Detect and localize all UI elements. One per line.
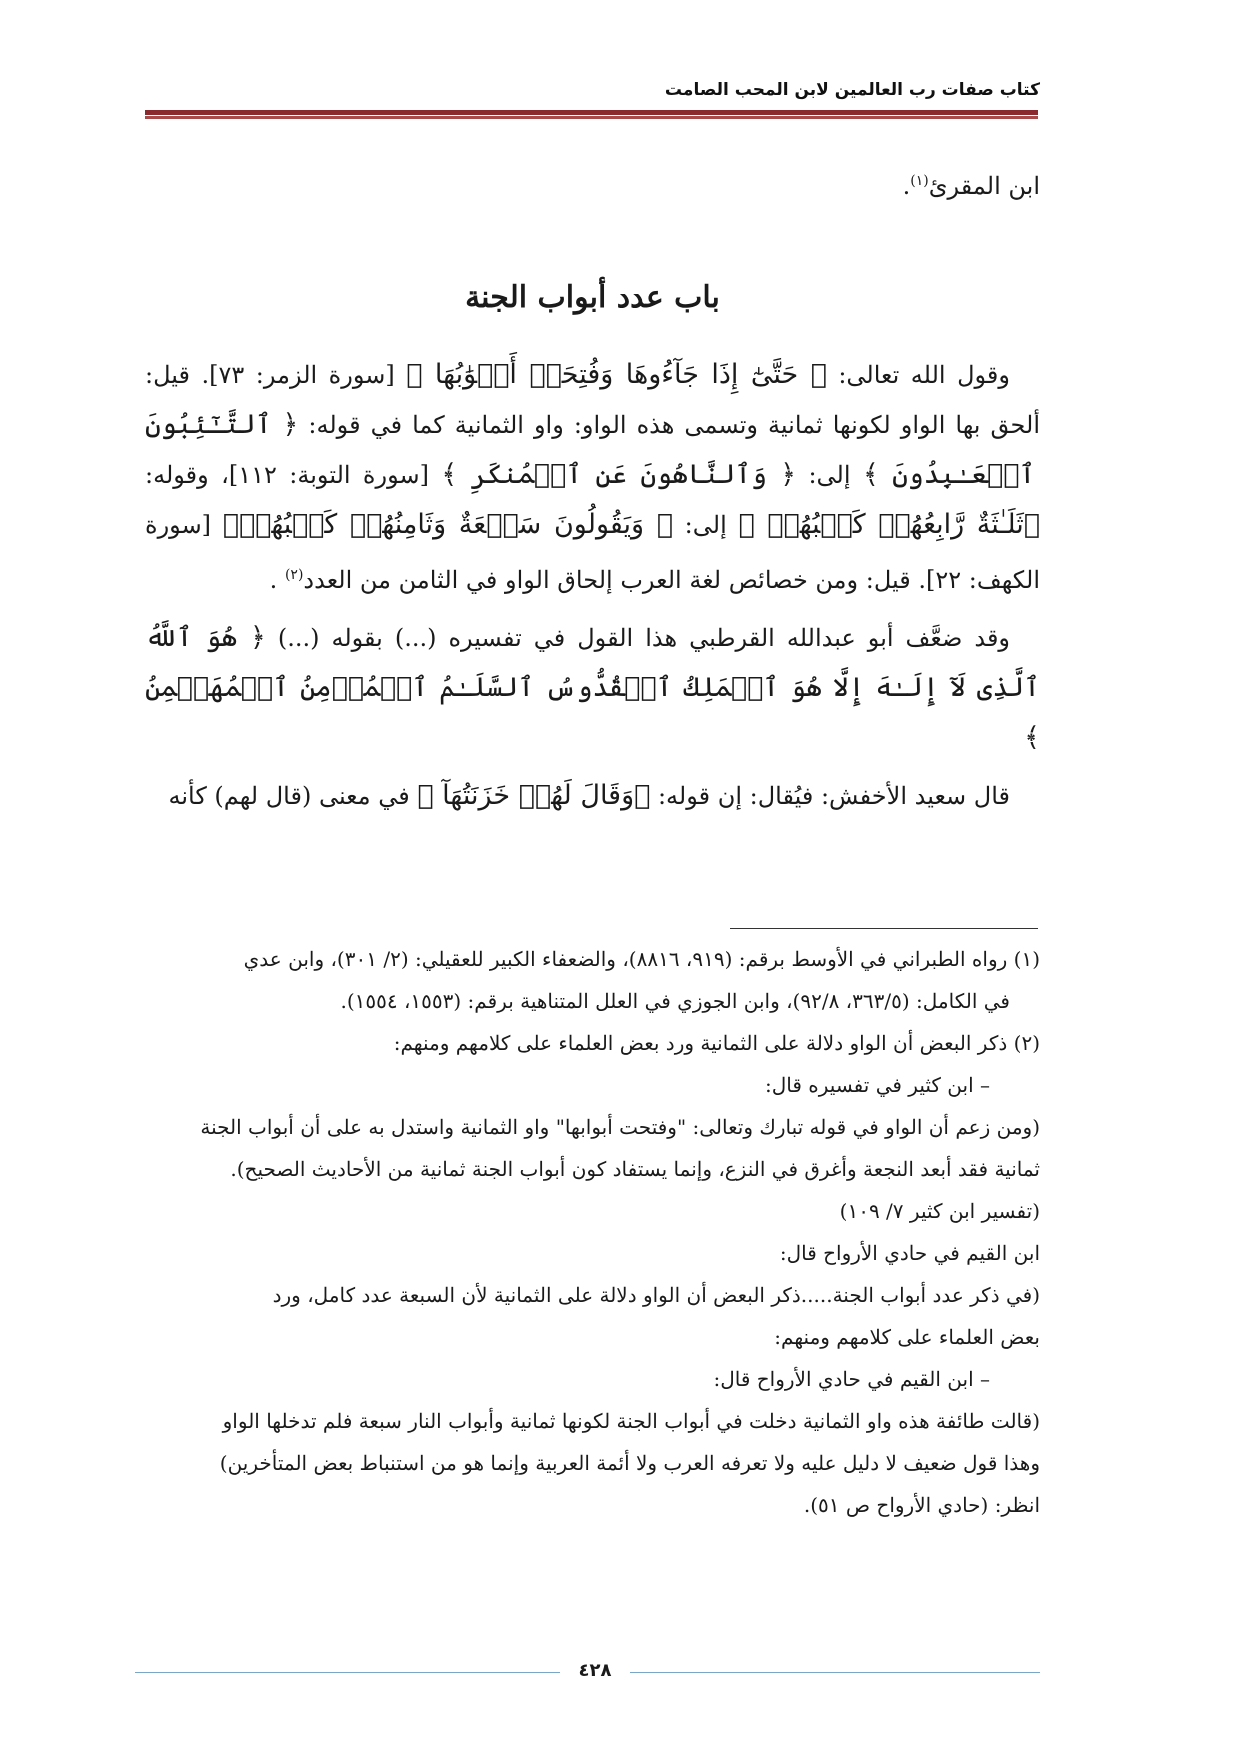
paragraph-3 <box>145 771 1040 821</box>
p1-text-b: [سورة الزمر: ٧٣]. قيل: ألحق بها الواو لكونها ثمانية وتسمى هذه الواو: واو الثمانية كما في قوله: <box>145 361 1040 439</box>
paragraph-1 <box>145 350 1040 605</box>
footnote-line: بعض العلماء على كلامهم ومنهم: <box>774 1325 1040 1349</box>
running-header: كتاب صفات رب العالمين لابن المحب الصامت <box>664 80 1040 100</box>
footnote-line: انظر: (حادي الأرواح ص ٥١). <box>803 1493 1040 1517</box>
footnote-line: (قالت طائفة هذه واو الثمانية دخلت في أبواب الجنة لكونها ثمانية وأبواب النار سبعة فلم تدخلها الواو <box>222 1409 1040 1433</box>
quran-verse: ﴿وَقَالَ لَهُمۡ خَزَنَتُهَآ ﴾ <box>417 780 651 811</box>
footnote-line: (ومن زعم أن الواو في قوله تبارك وتعالى: "وفتحت أبوابها" واو الثمانية واستدل به على أن أبواب الجنة <box>200 1115 1040 1139</box>
quran-verse: ﴿ ٱلتَّـٰٓئِبُونَ ٱلۡعَـٰبِدُونَ ﴾ <box>145 409 1036 490</box>
footnote-separator <box>730 928 1038 929</box>
footnote-line: وهذا قول ضعيف لا دليل عليه ولا تعرفه العرب ولا أئمة العربية وإنما هو من استنباط بعض المتأخرين) <box>219 1451 1040 1475</box>
header-rule-thin <box>145 116 1038 119</box>
header-rule <box>145 110 1038 115</box>
quran-verse: ﴿ حَتَّىٰٓ إِذَا جَآءُوهَا وَفُتِحَتۡ أَبۡوَٰبُهَا ﴾ <box>406 359 827 390</box>
p1-text-d: [سورة التوبة: ١١٢]، وقوله: <box>145 461 429 489</box>
footnote-1: (١) رواه الطبراني في الأوسط برقم: (٩١٩، ٨٨١٦)، والضعفاء الكبير للعقيلي: (٢/ ٣٠١)، وابن عدي <box>243 947 1040 971</box>
footnote-ref-2: (٢) <box>284 567 304 583</box>
p1-text-g: . <box>269 566 285 594</box>
footnote-line: ثمانية فقد أبعد النجعة وأغرق في النزع، وإنما يستفاد كون أبواب الجنة ثمانية من الأحاديث الصحيح). <box>230 1157 1040 1181</box>
p1-text-a: وقول الله تعالى: <box>826 361 1010 389</box>
quran-verse: ﴿ وَٱلنَّاهُونَ عَنِ ٱلۡمُنكَرِ ﴾ <box>441 459 797 490</box>
chapter-title: باب عدد أبواب الجنة <box>465 280 720 315</box>
quran-verse: ﴿ وَيَقُولُونَ سَبۡعَةٌ وَثَامِنُهُمۡ كَلۡبُهُمۡ﴾ <box>222 509 673 540</box>
p1-text-f: [سورة الكهف: ٢٢]. قيل: ومن خصائص لغة العرب إلحاق الواو في الثامن من العدد <box>145 511 1040 594</box>
quran-verse: ﴿ هُوَ ٱللَّهُ ٱلَّذِى لَآ إِلَـٰهَ إِلَّا هُوَ ٱلۡمَلِكُ ٱلۡقُدُّوسُ ٱلسَّلَـٰمُ ٱلۡمُؤۡمِنُ ٱلۡمُهَيۡمِنُ ﴾ <box>145 622 1040 753</box>
opening-line <box>145 155 1040 212</box>
p3-text-b: في معنى (قال لهم) كأنه <box>168 782 410 810</box>
footnotes <box>145 938 1040 1526</box>
p1-text-e: إلى: <box>672 511 727 539</box>
footnote-2: (٢) ذكر البعض أن الواو دلالة على الثمانية ورد بعض العلماء على كلامهم ومنهم: <box>393 1031 1040 1055</box>
quran-verse: ﴿ثَلَـٰثَةٌ رَّابِعُهُمۡ كَلۡبُهُمۡ ﴾ <box>738 509 1040 540</box>
paragraph-2 <box>145 613 1040 763</box>
footer-rule-right <box>630 1672 1040 1673</box>
footer-rule-left <box>135 1672 560 1673</box>
body-text <box>145 350 1040 829</box>
p1-text-c: إلى: <box>796 461 851 489</box>
footnote-ref-1: (١) <box>910 173 929 189</box>
p3-text-a: قال سعيد الأخفش: فيُقال: إن قوله: <box>650 782 1010 810</box>
opening-end: . <box>902 172 911 200</box>
footnote-line: – ابن كثير في تفسيره قال: <box>765 1073 990 1097</box>
page-number: ٤٢٨ <box>578 1660 612 1681</box>
footnote-line: – ابن القيم في حادي الأرواح قال: <box>713 1367 990 1391</box>
footnote-1-continued: في الكامل: (٣٦٣/٥، ٩٢/٨)، وابن الجوزي في العلل المتناهية برقم: (١٥٥٣، ١٥٥٤). <box>340 989 1010 1013</box>
p2-text-a: وقد ضعَّف أبو عبدالله القرطبي هذا القول في تفسيره (...) بقوله (...) <box>265 624 1011 652</box>
opening-text: ابن المقرئ <box>928 172 1040 200</box>
footnote-line: (تفسير ابن كثير ٧/ ١٠٩) <box>839 1199 1040 1223</box>
footnote-line: (في ذكر عدد أبواب الجنة.....ذكر البعض أن الواو دلالة على الثمانية لأن السبعة عدد كامل، ورد <box>272 1283 1040 1307</box>
footnote-line: ابن القيم في حادي الأرواح قال: <box>779 1241 1040 1265</box>
